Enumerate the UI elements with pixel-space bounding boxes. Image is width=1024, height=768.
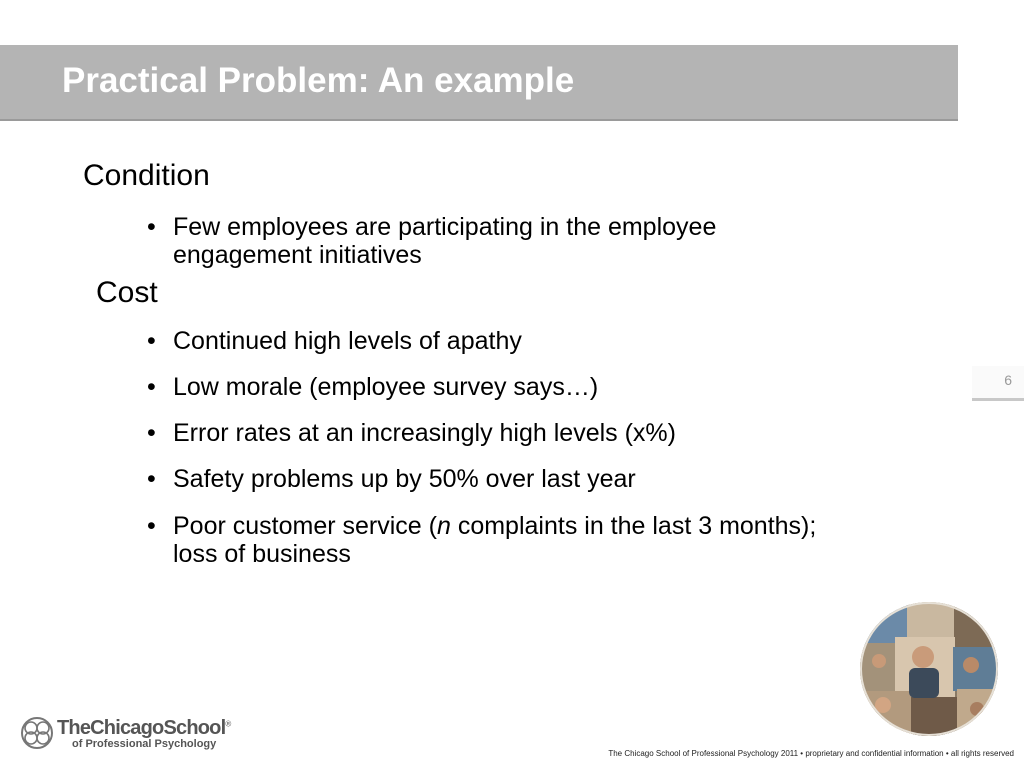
- bullet-text-end: complaints in the last 3 months); loss of business: [173, 512, 817, 568]
- bullet-text-start: Poor customer service (: [173, 512, 437, 540]
- chicago-school-emblem-icon: [20, 714, 54, 752]
- bullet-text: Safety problems up by 50% over last year: [173, 465, 636, 493]
- bullet-item: [147, 327, 827, 355]
- logo-subtitle: of Professional Psychology: [72, 738, 217, 750]
- bullet-dot: •: [147, 465, 156, 493]
- bullet-text: Low morale (employee survey says…): [173, 373, 599, 401]
- section-heading-cost: Cost: [96, 276, 158, 309]
- footer-text: The Chicago School of Professional Psychology 2011 • proprietary and confidential information • all rights reserved: [608, 749, 1014, 758]
- bullet-dot: •: [147, 213, 156, 241]
- people-photo-collage-icon: [859, 601, 999, 737]
- bullet-item: [147, 512, 827, 568]
- page-number: 6: [1004, 372, 1012, 388]
- bullet-text: Few employees are participating in the employee engagement initiatives: [173, 213, 717, 269]
- bullet-dot: •: [147, 327, 156, 355]
- page-number-box: [972, 366, 1024, 401]
- bullet-item: [147, 419, 827, 447]
- bullet-text: Continued high levels of apathy: [173, 327, 522, 355]
- bullet-dot: •: [147, 419, 156, 447]
- bullet-item: [147, 465, 827, 493]
- bullet-text-italic: n: [436, 512, 451, 540]
- bullet-item: [147, 373, 827, 401]
- title-bar: [0, 45, 958, 121]
- bullet-text: Error rates at an increasingly high levels (x%): [173, 419, 676, 447]
- bullet-dot: •: [147, 512, 156, 540]
- logo-name: TheChicagoSchool®: [57, 717, 231, 739]
- chicago-school-logo: [20, 714, 231, 756]
- bullet-dot: •: [147, 373, 156, 401]
- slide-title: Practical Problem: An example: [62, 61, 575, 100]
- section-heading-condition: Condition: [83, 159, 210, 192]
- bullet-item: [147, 213, 827, 269]
